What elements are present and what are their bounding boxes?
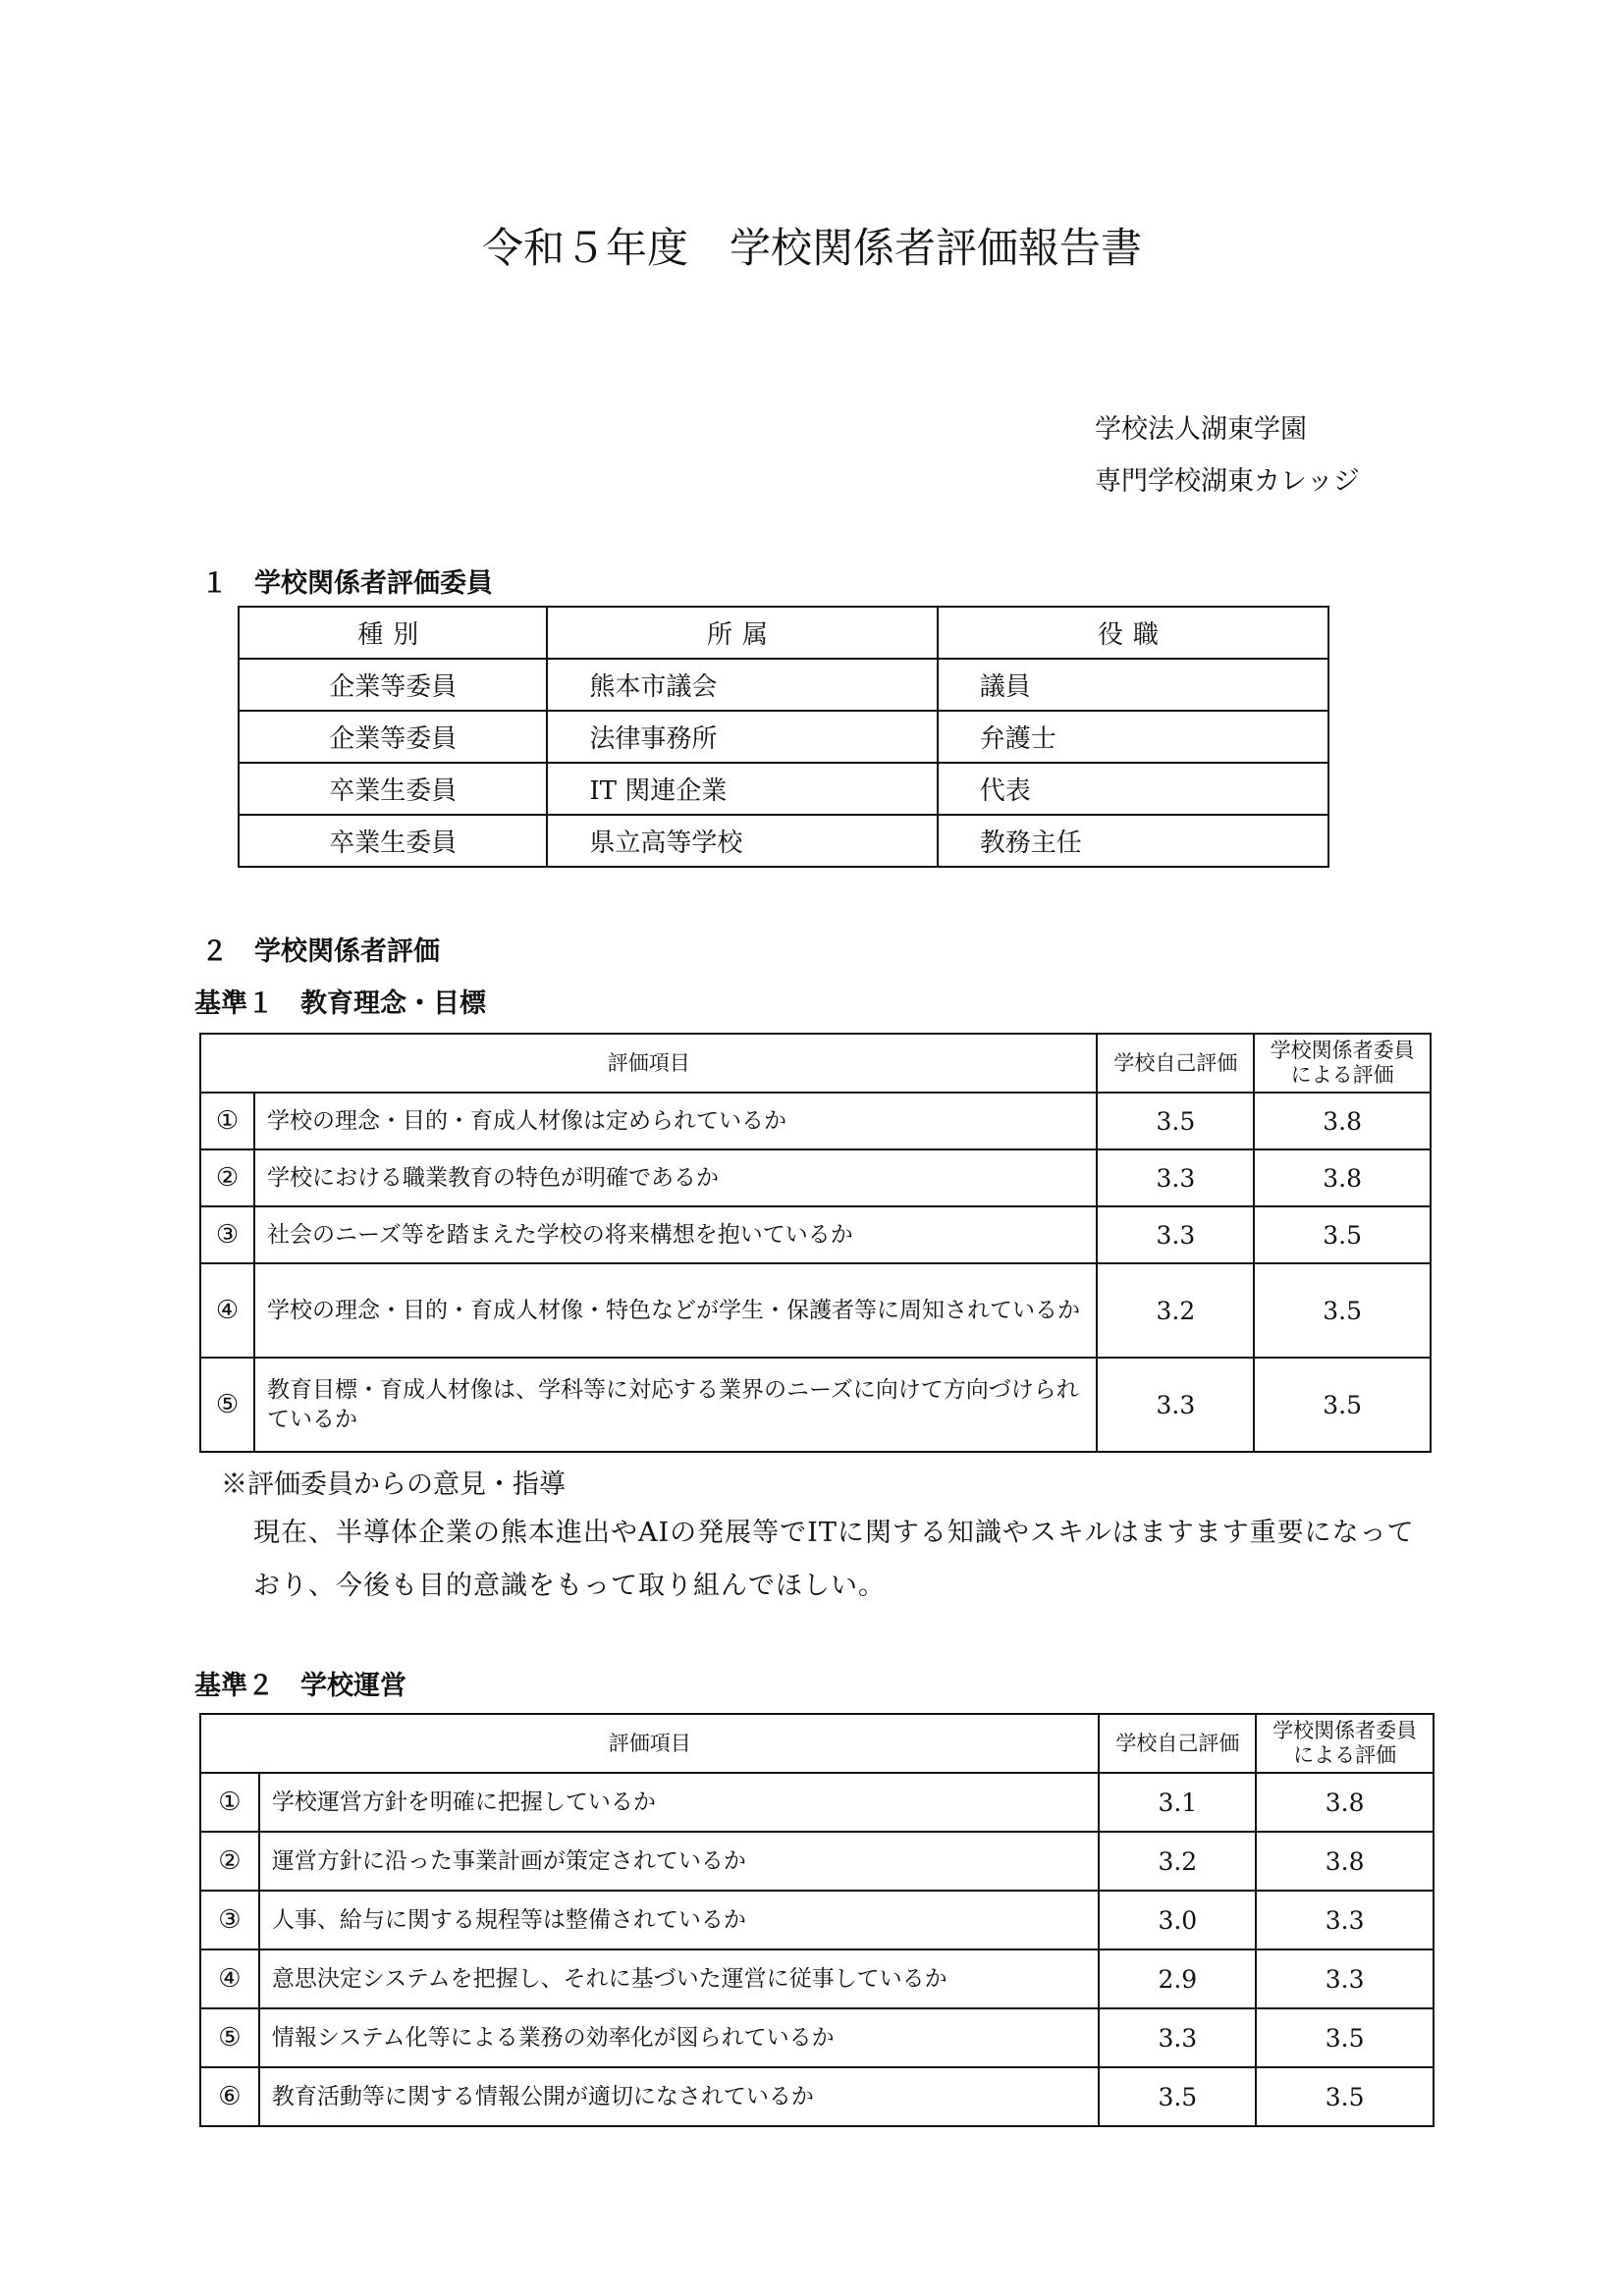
self-score: 3.2: [1097, 1263, 1254, 1358]
table-row: [200, 1949, 1434, 2008]
table-row: [200, 1263, 1431, 1358]
committee-members-table: [238, 606, 1329, 868]
member-position: 弁護士: [938, 711, 1328, 763]
table-header-row: [200, 1714, 1434, 1773]
committee-score: 3.8: [1254, 1093, 1431, 1149]
member-position: 議員: [938, 659, 1328, 711]
header-affiliation: 所属: [547, 607, 937, 659]
item-text: 社会のニーズ等を踏まえた学校の将来構想を抱いているか: [254, 1206, 1098, 1263]
item-number: ⑤: [200, 2008, 259, 2067]
item-text: 人事、給与に関する規程等は整備されているか: [259, 1891, 1100, 1949]
page-title: 令和５年度 学校関係者評価報告書: [481, 224, 1142, 272]
criterion2-table: [199, 1713, 1435, 2127]
item-number: ④: [200, 1263, 254, 1358]
table-row: [239, 659, 1328, 711]
committee-score: 3.8: [1256, 1773, 1434, 1832]
committee-score: 3.3: [1256, 1949, 1434, 2008]
header-item: 評価項目: [200, 1034, 1097, 1093]
committee-score: 3.3: [1256, 1891, 1434, 1949]
item-text: 教育目標・育成人材像は、学科等に対応する業界のニーズに向けて方向づけられているか: [254, 1358, 1098, 1452]
item-text: 意思決定システムを把握し、それに基づいた運営に従事しているか: [259, 1949, 1100, 2008]
self-score: 3.3: [1097, 1206, 1254, 1263]
committee-score: 3.8: [1254, 1149, 1431, 1206]
self-score: 3.3: [1099, 2008, 1256, 2067]
item-number: ②: [200, 1832, 259, 1891]
committee-score: 3.5: [1254, 1358, 1431, 1452]
item-number: ⑥: [200, 2067, 259, 2126]
member-affiliation: 県立高等学校: [547, 815, 937, 867]
table-row: [239, 763, 1328, 815]
table-header-row: [200, 1034, 1431, 1093]
table-row: [200, 1149, 1431, 1206]
header-committee-evaluation: [1254, 1034, 1431, 1093]
committee-note-body: 現在、半導体企業の熊本進出やAIの発展等でITに関する知識やスキルはますます重要になっており、今後も目的意識をもって取り組んでほしい。: [253, 1518, 1415, 1601]
table-header-row: [239, 607, 1328, 659]
item-text: 情報システム化等による業務の効率化が図られているか: [259, 2008, 1100, 2067]
item-number: ④: [200, 1949, 259, 2008]
committee-note-heading: ※評価委員からの意見・指導: [221, 1469, 566, 1500]
table-row: [200, 1358, 1431, 1452]
header-self-evaluation: 学校自己評価: [1097, 1034, 1254, 1093]
item-text: 運営方針に沿った事業計画が策定されているか: [259, 1832, 1100, 1891]
member-affiliation: IT 関連企業: [547, 763, 937, 815]
criterion1-heading: 基準１ 教育理念・目標: [194, 988, 486, 1019]
item-text: 学校運営方針を明確に把握しているか: [259, 1773, 1100, 1832]
self-score: 3.2: [1099, 1832, 1256, 1891]
table-row: [239, 711, 1328, 763]
item-text: 学校における職業教育の特色が明確であるか: [254, 1149, 1098, 1206]
criterion1-table: [199, 1033, 1432, 1453]
header-self-evaluation: 学校自己評価: [1099, 1714, 1256, 1773]
table-row: [200, 1773, 1434, 1832]
header-committee-evaluation: [1256, 1714, 1434, 1773]
table-row: [200, 1206, 1431, 1263]
self-score: 3.1: [1099, 1773, 1256, 1832]
committee-score: 3.5: [1256, 2067, 1434, 2126]
item-number: ①: [200, 1773, 259, 1832]
self-score: 3.0: [1099, 1891, 1256, 1949]
self-score: 3.3: [1097, 1358, 1254, 1452]
self-score: 3.3: [1097, 1149, 1254, 1206]
item-number: ①: [200, 1093, 254, 1149]
committee-score: 3.5: [1254, 1263, 1431, 1358]
member-affiliation: 熊本市議会: [547, 659, 937, 711]
item-text: 学校の理念・目的・育成人材像は定められているか: [254, 1093, 1098, 1149]
header-position: 役職: [938, 607, 1328, 659]
table-row: [200, 2008, 1434, 2067]
self-score: 3.5: [1097, 1093, 1254, 1149]
header-item: 評価項目: [200, 1714, 1099, 1773]
item-number: ③: [200, 1206, 254, 1263]
member-position: 教務主任: [938, 815, 1328, 867]
table-row: [200, 2067, 1434, 2126]
item-text: 教育活動等に関する情報公開が適切になされているか: [259, 2067, 1100, 2126]
item-number: ⑤: [200, 1358, 254, 1452]
self-score: 2.9: [1099, 1949, 1256, 2008]
section2-heading: ２ 学校関係者評価: [201, 936, 440, 967]
header-committee-line1: 学校関係者委員: [1270, 1039, 1415, 1062]
member-type: 卒業生委員: [239, 763, 547, 815]
member-affiliation: 法律事務所: [547, 711, 937, 763]
header-committee-line1: 学校関係者委員: [1272, 1719, 1418, 1742]
item-number: ②: [200, 1149, 254, 1206]
member-type: 卒業生委員: [239, 815, 547, 867]
table-row: [200, 1832, 1434, 1891]
item-number: ③: [200, 1891, 259, 1949]
organization-line1: 学校法人湖東学園: [1095, 414, 1307, 445]
member-type: 企業等委員: [239, 711, 547, 763]
section1-heading: １ 学校関係者評価委員: [201, 568, 493, 599]
header-type: 種別: [239, 607, 547, 659]
header-committee-line2: による評価: [1290, 1063, 1394, 1087]
item-text: 学校の理念・目的・育成人材像・特色などが学生・保護者等に周知されているか: [254, 1263, 1098, 1358]
member-position: 代表: [938, 763, 1328, 815]
committee-score: 3.5: [1254, 1206, 1431, 1263]
table-row: [200, 1891, 1434, 1949]
committee-score: 3.5: [1256, 2008, 1434, 2067]
committee-score: 3.8: [1256, 1832, 1434, 1891]
table-row: [200, 1093, 1431, 1149]
criterion2-heading: 基準２ 学校運営: [194, 1671, 406, 1701]
organization-line2: 専門学校湖東カレッジ: [1095, 466, 1360, 497]
self-score: 3.5: [1099, 2067, 1256, 2126]
table-row: [239, 815, 1328, 867]
header-committee-line2: による評価: [1293, 1743, 1397, 1767]
member-type: 企業等委員: [239, 659, 547, 711]
